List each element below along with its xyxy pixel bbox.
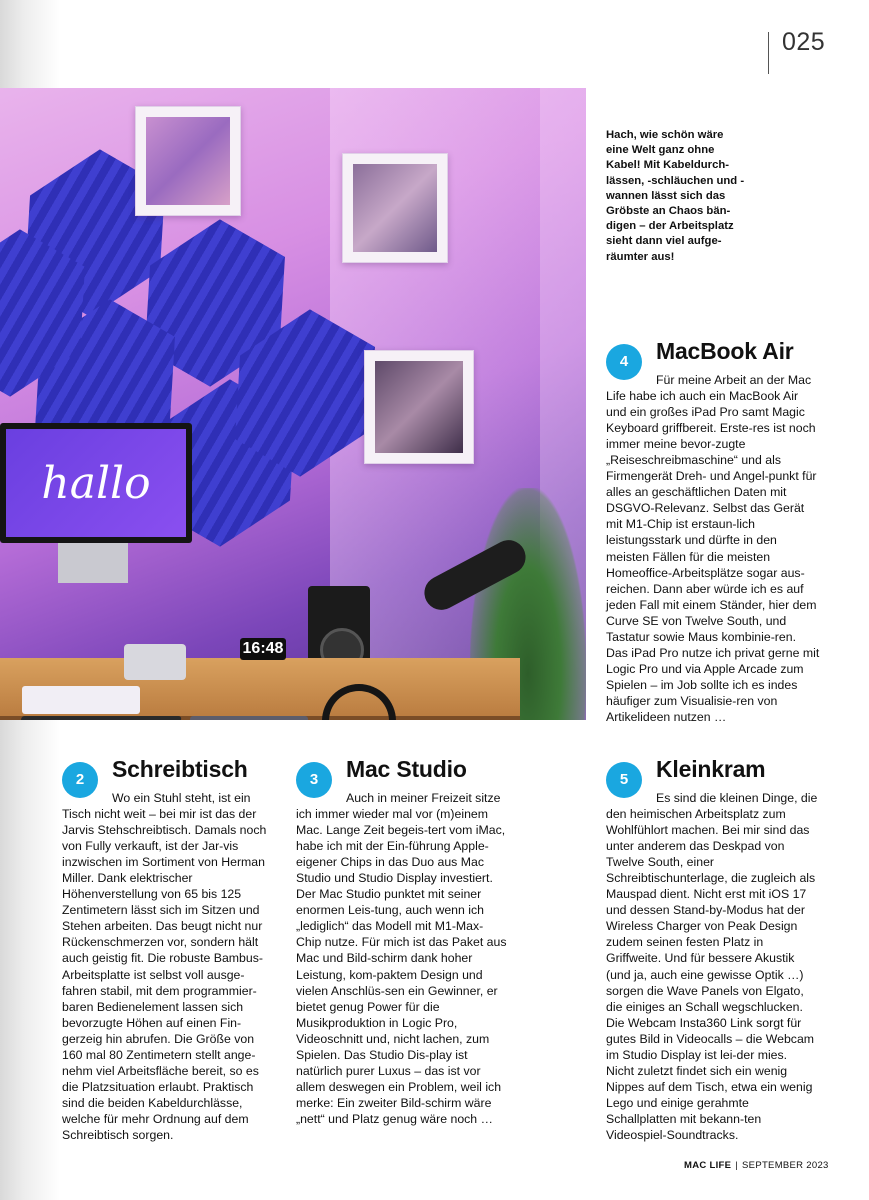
section-number-badge: 4 bbox=[606, 344, 642, 380]
framed-record bbox=[135, 106, 241, 216]
section-kleinkram bbox=[606, 756, 818, 1143]
keyboard bbox=[18, 716, 181, 720]
section-body: Es sind die kleinen Dinge, die den heimischen Arbeitsplatz zum Wohlfühlort machen. Bei mir sind das unter anderem das Deskpad von Twelve South, einer Schreibtischunterlage, die zugleich als Mauspad dient. Nicht erst mit iOS 17 und dessen Stand-by-Modus hat der Wireless Charger von Peak Design zudem seinen festen Platz in Griffweite. Und für bessere Akustik (und ja, auch eine gewisse Optik …) sorgen die Wave Panels von Elgato, die einiges an Schall wegschlucken. Die Webcam Insta360 Link sorgt für gutes Bild in Videocalls – die Webcam im Studio Display ist lei-der mies. Nicht zuletzt findet sich ein wenig Nippes auf dem Tisch, etwa ein wenig Lego und einige gerahmte Schallplatten mit bekann-ten Videospiel-Soundtracks. bbox=[606, 791, 818, 1142]
ipad bbox=[22, 686, 140, 714]
page-footer bbox=[684, 1160, 829, 1171]
page-number: 025 bbox=[782, 28, 826, 56]
section-title: Schreibtisch bbox=[112, 756, 248, 782]
monitor-stand bbox=[58, 543, 128, 583]
desk-setup-photo bbox=[0, 88, 586, 720]
magazine-name: MAC LIFE bbox=[684, 1160, 732, 1171]
section-mac-studio bbox=[296, 756, 508, 1127]
standby-clock: 16:48 bbox=[240, 638, 286, 660]
section-title: MacBook Air bbox=[656, 338, 794, 364]
issue-date: SEPTEMBER 2023 bbox=[742, 1160, 829, 1171]
section-macbook-air bbox=[606, 338, 820, 725]
section-number-badge: 3 bbox=[296, 762, 332, 798]
section-title: Mac Studio bbox=[346, 756, 467, 782]
section-body: Auch in meiner Freizeit sitze ich immer wieder mal vor (m)einem Mac. Lange Zeit begeis-tert vom iMac, habe ich mit der Ein-führung Apple-eigener Chips in das Duo aus Mac Studio und Studio Display investiert. Der Mac Studio punktet mit seiner enormen Leis-tung, auch wenn ich „lediglich“ das Modell mit M1-Max-Chip nutze. Für mich ist das Paket aus Mac und Bild-schirm dank hoher Leistung, kom-paktem Design und vielen Anschlüs-sen ein Gewinner, er bietet genug Power für die Musikproduktion in Logic Pro, Videoschnitt und, nicht lachen, zum Spielen. Das Studio Dis-play ist natürlich purer Luxus – das ist vor allem deswegen ein Problem, weil ich merke: Ein zweiter Bild-schirm wäre „nett“ und Platz genug wäre noch … bbox=[296, 791, 507, 1126]
mousepad bbox=[190, 716, 308, 720]
monitor-greeting: hallo bbox=[41, 457, 151, 509]
section-number-badge: 5 bbox=[606, 762, 642, 798]
framed-record bbox=[342, 153, 448, 263]
section-body: Wo ein Stuhl steht, ist ein Tisch nicht weit – bei mir ist das der Jarvis Stehschreibtisch. Damals noch von Fully verkauft, ist der Jar-vis inzwischen im Sortiment von Herman Miller. Dank elektrischer Höhenverstellung von 65 bis 125 Zentimetern lässt sich im Sitzen und Stehen arbeiten. Das beugt nicht nur Rückenschmerzen vor, sondern hält auch geistig fit. Die robuste Bambus-Arbeitsplatte ist selbst voll ausge-fahren stabil, mit dem programmier-baren Bedienelement lassen sich bevorzugte Höhen auf einen Fin-gerzeig hin abrufen. Die Größe von 160 mal 80 Zentimetern stellt ange-nehm viel Arbeitsfläche bereit, so es die Platzsituation erlaubt. Praktisch sind die beiden Kabeldurchlässe, welche für mehr Ordnung auf dem Schreibtisch sorgen. bbox=[62, 791, 267, 1142]
section-body: Für meine Arbeit an der Mac Life habe ich auch ein MacBook Air und ein großes iPad Pro samt Magic Keyboard griffbereit. Erste-res ist noch immer meine bevor-zugte „Reiseschreibmaschine“ und als Firmengerät Dreh- und Angel-punkt für alles an geschäftlichen Daten mit DSGVO-Relevanz. Selbst das Gerät mit M1-Chip ist erstaun-lich leistungsstark und dürfte in den meisten Fällen für die meisten Homeoffice-Arbeitsplätze sogar aus-reichen. Dann aber würde ich es auf jeden Fall mit einem Ständer, hier dem Curve SE von Twelve South, und Tastatur sowie Maus kombinie-ren. Das iPad Pro nutze ich privat gerne mit Logic Pro und via Apple Arcade zum Spielen – im Job sollte ich es indes häufiger zum Visualisie-ren von Artikelideen nutzen … bbox=[606, 373, 820, 724]
section-title: Kleinkram bbox=[656, 756, 766, 782]
mac-studio bbox=[124, 644, 186, 680]
photo-caption: Hach, wie schön wäre eine Welt ganz ohne Kabel! Mit Kabeldurch-lässen, -schläuchen und -wannen lässt sich das Gröbste an Chaos bän-digen – der Arbeitsplatz sieht dann viel aufge-räumter aus! bbox=[606, 129, 745, 263]
page-number-rule bbox=[768, 32, 769, 74]
footer-separator: | bbox=[735, 1160, 739, 1171]
framed-record bbox=[364, 350, 474, 464]
section-number-badge: 2 bbox=[62, 762, 98, 798]
studio-display bbox=[0, 423, 192, 543]
section-schreibtisch bbox=[62, 756, 274, 1143]
